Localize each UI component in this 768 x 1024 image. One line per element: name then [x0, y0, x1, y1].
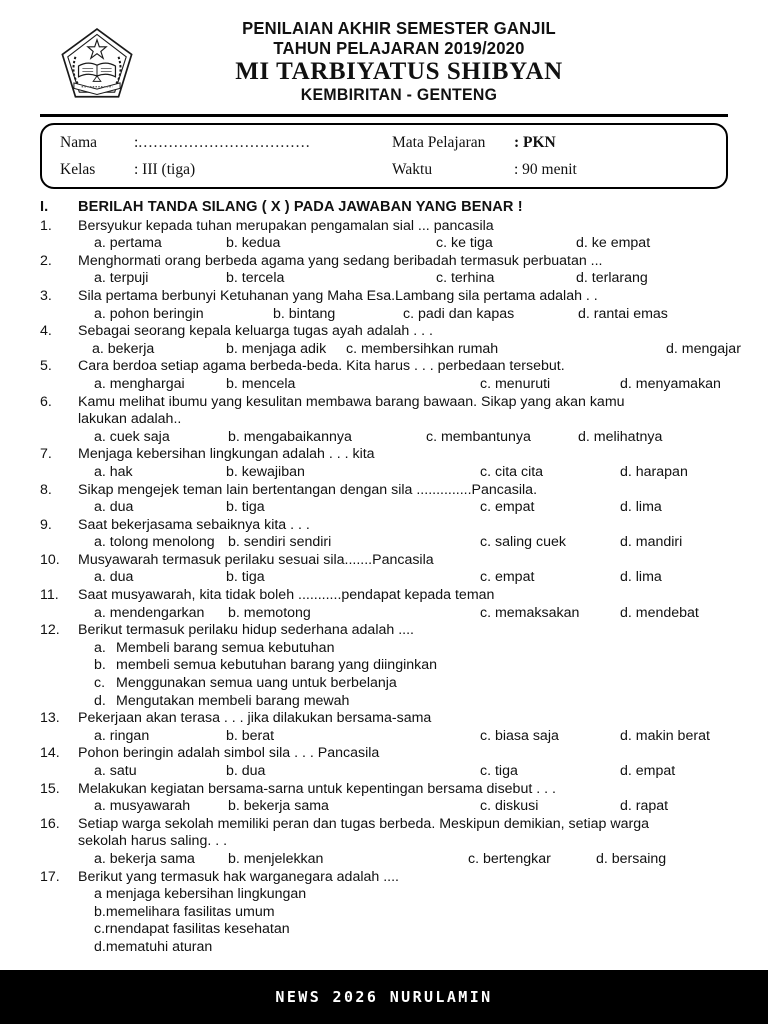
option-b[interactable]: b. dua: [226, 763, 266, 779]
option-c[interactable]: c. empat: [480, 569, 535, 586]
option-row: [78, 851, 728, 869]
option-c[interactable]: c. tiga: [480, 763, 518, 779]
field-kelas: [60, 161, 195, 179]
question-item: [40, 446, 728, 464]
option-b[interactable]: b. mengabaikannya: [228, 428, 352, 445]
question-item: [40, 517, 728, 535]
option-a[interactable]: a. musyawarah: [94, 798, 191, 815]
option-b[interactable]: b. menjelekkan: [228, 850, 324, 867]
option-row: [78, 763, 728, 781]
option-d[interactable]: d. mengajar: [666, 340, 741, 357]
question-number: 8.: [40, 481, 52, 498]
option-a[interactable]: a. dua: [94, 569, 134, 586]
question-stem: Sikap mengejek teman lain bertentangan dengan sila ..............Pancasila.: [78, 481, 538, 498]
question-stem: Menghormati orang berbeda agama yang sedang beribadah termasuk perbuatan ...: [78, 252, 603, 269]
question-stem: Sila pertama berbunyi Ketuhanan yang Maha Esa.Lambang sila pertama adalah . .: [78, 287, 598, 304]
question-number: 1.: [40, 217, 52, 234]
mapel-value: : PKN: [514, 134, 556, 151]
option-b[interactable]: b. kedua: [226, 235, 281, 252]
option-row: [78, 306, 728, 324]
question-stem-line2: lakukan adalah..: [78, 411, 182, 428]
option-d[interactable]: d. mandiri: [620, 534, 683, 551]
question-number: 11.: [40, 587, 59, 604]
question-item: [40, 394, 728, 412]
question-item: [40, 482, 728, 500]
footer-watermark-band: [0, 970, 768, 1024]
question-number: 16.: [40, 815, 60, 832]
question-stem: Saat musyawarah, kita tidak boleh ...........pendapat kepada teman: [78, 587, 495, 604]
question-stem: Berikut yang termasuk hak warganegara adalah ....: [78, 868, 399, 885]
option-d[interactable]: d. rapat: [620, 798, 669, 815]
question-item: [40, 288, 728, 306]
field-mata-pelajaran: [392, 134, 556, 152]
option-b[interactable]: b. tiga: [226, 499, 265, 516]
option-text: Mengutakan membeli barang mewah: [116, 692, 350, 709]
question-number: 15.: [40, 780, 60, 797]
option-row: [78, 605, 728, 623]
option-b[interactable]: b. tercela: [226, 270, 285, 287]
option-d[interactable]: [94, 693, 728, 711]
option-letter: a.: [94, 639, 106, 656]
question-stem: Melakukan kegiatan bersama-sarna untuk kepentingan bersama disebut . . .: [78, 780, 556, 797]
option-row: [78, 429, 728, 447]
option-b[interactable]: b. tiga: [226, 569, 265, 586]
waktu-label: Waktu: [392, 161, 433, 178]
option-d[interactable]: d. melihatnya: [578, 428, 663, 445]
question-number: 5.: [40, 358, 52, 375]
option-c[interactable]: c. bertengkar: [468, 850, 551, 867]
question-number: 9.: [40, 516, 52, 533]
option-d[interactable]: d. bersaing: [596, 850, 667, 867]
option-c[interactable]: c. biasa saja: [480, 727, 559, 744]
question-number: 7.: [40, 446, 52, 463]
nama-input[interactable]: ..................................: [138, 134, 311, 151]
option-stack: [78, 640, 728, 710]
option-a[interactable]: a. ringan: [94, 727, 150, 744]
header-divider: [40, 114, 728, 117]
option-c[interactable]: c. memaksakan: [480, 604, 580, 621]
mapel-label: Mata Pelajaran: [392, 134, 486, 151]
option-c[interactable]: c. terhina: [436, 270, 495, 287]
question-item: [40, 710, 728, 728]
question-number: 13.: [40, 710, 60, 727]
section-number: I.: [40, 199, 49, 215]
question-number: 6.: [40, 393, 52, 410]
header-line-school-name: MI TARBIYATUS SHIBYAN: [235, 58, 563, 85]
option-d[interactable]: d. harapan: [620, 463, 688, 480]
option-a[interactable]: a. mendengarkan: [94, 604, 205, 621]
question-stem: Kamu melihat ibumu yang kesulitan membawa barang bawaan. Sikap yang akan kamu: [78, 393, 625, 410]
option-c[interactable]: c. membersihkan rumah: [346, 340, 499, 357]
kelas-label: Kelas: [60, 161, 96, 178]
question-stem-line2: sekolah harus saling. . .: [78, 833, 228, 850]
option-letter: b.: [94, 657, 106, 674]
option-text: Menggunakan semua uang untuk berbelanja: [116, 675, 397, 692]
option-a[interactable]: a. pertama: [94, 235, 162, 252]
nama-separator: :: [134, 134, 139, 151]
header-titles: [40, 18, 728, 105]
question-item: [40, 587, 728, 605]
question-stem-continued: [40, 411, 728, 429]
option-b[interactable]: b.memelihara fasilitas umum: [94, 903, 275, 920]
questions-area: [40, 199, 741, 957]
question-number: 3.: [40, 287, 52, 304]
student-info-box: [40, 123, 728, 189]
document-header: [40, 18, 728, 110]
option-text: membeli semua kebutuhan barang yang diinginkan: [116, 657, 438, 674]
section-instruction: BERILAH TANDA SILANG ( X ) PADA JAWABAN YANG BENAR !: [78, 199, 523, 215]
question-item: [40, 816, 728, 834]
option-a[interactable]: a menjaga kebersihan lingkungan: [94, 886, 307, 903]
option-row: [78, 376, 728, 394]
option-d[interactable]: d. mendebat: [620, 604, 699, 621]
option-row: [78, 235, 728, 253]
question-stem: Sebagai seorang kepala keluarga tugas ayah adalah . . .: [78, 323, 433, 340]
header-line-location: KEMBIRITAN - GENTENG: [300, 86, 498, 104]
option-c[interactable]: c. padi dan kapas: [403, 305, 515, 322]
question-stem: Cara berdoa setiap agama berbeda-beda. Kita harus . . . perbedaan tersebut.: [78, 358, 565, 375]
option-a[interactable]: a. terpuji: [94, 270, 149, 287]
question-number: 10.: [40, 551, 60, 568]
option-a[interactable]: a. satu: [94, 763, 137, 779]
option-c[interactable]: c. menuruti: [480, 375, 551, 392]
option-b[interactable]: b. menjaga adik: [226, 340, 327, 357]
option-d[interactable]: d. ke empat: [576, 235, 651, 252]
question-stem: Pohon beringin adalah simbol sila . . . Pancasila: [78, 745, 380, 762]
option-row: [78, 534, 728, 552]
section-heading: [40, 199, 728, 217]
question-item: [40, 622, 728, 640]
option-row: [78, 499, 728, 517]
field-waktu: [392, 161, 577, 179]
option-row: [78, 728, 728, 746]
option-a[interactable]: a. tolong menolong: [94, 534, 215, 551]
option-a[interactable]: a. pohon beringin: [94, 305, 204, 322]
option-c[interactable]: c. diskusi: [480, 798, 539, 815]
nama-label: Nama: [60, 134, 98, 151]
question-item: [40, 253, 728, 271]
question-number: 14.: [40, 745, 60, 762]
question-stem: Berikut termasuk perilaku hidup sederhana adalah ....: [78, 622, 414, 639]
option-a[interactable]: a. dua: [94, 499, 134, 516]
field-nama: [60, 134, 311, 152]
question-number: 17.: [40, 868, 60, 885]
option-a[interactable]: a. menghargai: [94, 375, 185, 392]
question-number: 12.: [40, 622, 60, 639]
header-line-academic-year: TAHUN PELAJARAN 2019/2020: [273, 38, 525, 58]
question-stem: Bersyukur kepada tuhan merupakan pengamalan sial ... pancasila: [78, 217, 494, 234]
option-a[interactable]: a. hak: [94, 463, 133, 480]
option-b[interactable]: b. memotong: [228, 604, 311, 621]
option-c[interactable]: c.rnendapat fasilitas kesehatan: [94, 921, 290, 938]
option-d[interactable]: d. lima: [620, 569, 662, 586]
option-c[interactable]: c. ke tiga: [436, 235, 493, 252]
option-a[interactable]: a. bekerja: [92, 340, 155, 357]
question-item: [40, 552, 728, 570]
question-item: [40, 781, 728, 799]
option-c[interactable]: c. empat: [480, 499, 535, 516]
waktu-value: : 90 menit: [514, 161, 577, 178]
footer-watermark-text: NEWS 2026 NURULAMIN: [275, 988, 493, 1006]
option-a[interactable]: a. cuek saja: [94, 428, 170, 445]
option-b[interactable]: b. sendiri sendiri: [228, 534, 332, 551]
option-b[interactable]: b. mencela: [226, 375, 296, 392]
option-stack: [78, 886, 728, 956]
question-stem: Pekerjaan akan terasa . . . jika dilakukan bersama-sama: [78, 710, 432, 727]
question-number: 4.: [40, 323, 52, 340]
kelas-value: : III (tiga): [134, 161, 196, 178]
question-item: [40, 358, 728, 376]
question-item: [40, 745, 728, 763]
option-row: [78, 270, 728, 288]
question-number: 2.: [40, 252, 52, 269]
option-c[interactable]: c. cita cita: [480, 463, 544, 480]
option-row: [78, 798, 728, 816]
option-d[interactable]: d. lima: [620, 499, 662, 516]
question-stem-continued: [40, 833, 728, 851]
option-b[interactable]: b. bintang: [273, 305, 336, 322]
question-item: [40, 323, 728, 341]
question-item: [40, 869, 728, 887]
option-b[interactable]: b. bekerja sama: [228, 798, 329, 815]
option-letter: d.: [94, 692, 106, 709]
option-a[interactable]: [94, 640, 728, 658]
option-row: [78, 569, 728, 587]
question-stem: Setiap warga sekolah memiliki peran dan tugas berbeda. Meskipun demikian, setiap warga: [78, 815, 649, 832]
option-b[interactable]: b. kewajiban: [226, 463, 305, 480]
option-c[interactable]: c. saling cuek: [480, 534, 566, 551]
question-item: [40, 218, 728, 236]
option-d[interactable]: d. empat: [620, 763, 676, 779]
question-stem: Saat bekerjasama sebaiknya kita . . .: [78, 516, 310, 533]
option-d[interactable]: d. rantai emas: [578, 305, 668, 322]
header-line-assessment: PENILAIAN AKHIR SEMESTER GANJIL: [242, 18, 556, 38]
option-c[interactable]: c. membantunya: [426, 428, 531, 445]
option-c[interactable]: [94, 675, 728, 693]
option-letter: c.: [94, 675, 106, 692]
option-a[interactable]: a. bekerja sama: [94, 850, 195, 867]
option-d[interactable]: d. menyamakan: [620, 375, 721, 392]
option-text: Membeli barang semua kebutuhan: [116, 639, 335, 656]
question-stem: Menjaga kebersihan lingkungan adalah . . . kita: [78, 446, 375, 463]
option-d[interactable]: d. makin berat: [620, 727, 710, 744]
option-row: [78, 464, 728, 482]
option-b[interactable]: b. berat: [226, 727, 275, 744]
option-b[interactable]: [94, 657, 728, 675]
option-d[interactable]: d. terlarang: [576, 270, 648, 287]
option-d[interactable]: d.mematuhi aturan: [94, 938, 213, 955]
question-stem: Musyawarah termasuk perilaku sesuai sila.......Pancasila: [78, 551, 434, 568]
option-row: [78, 340, 741, 359]
